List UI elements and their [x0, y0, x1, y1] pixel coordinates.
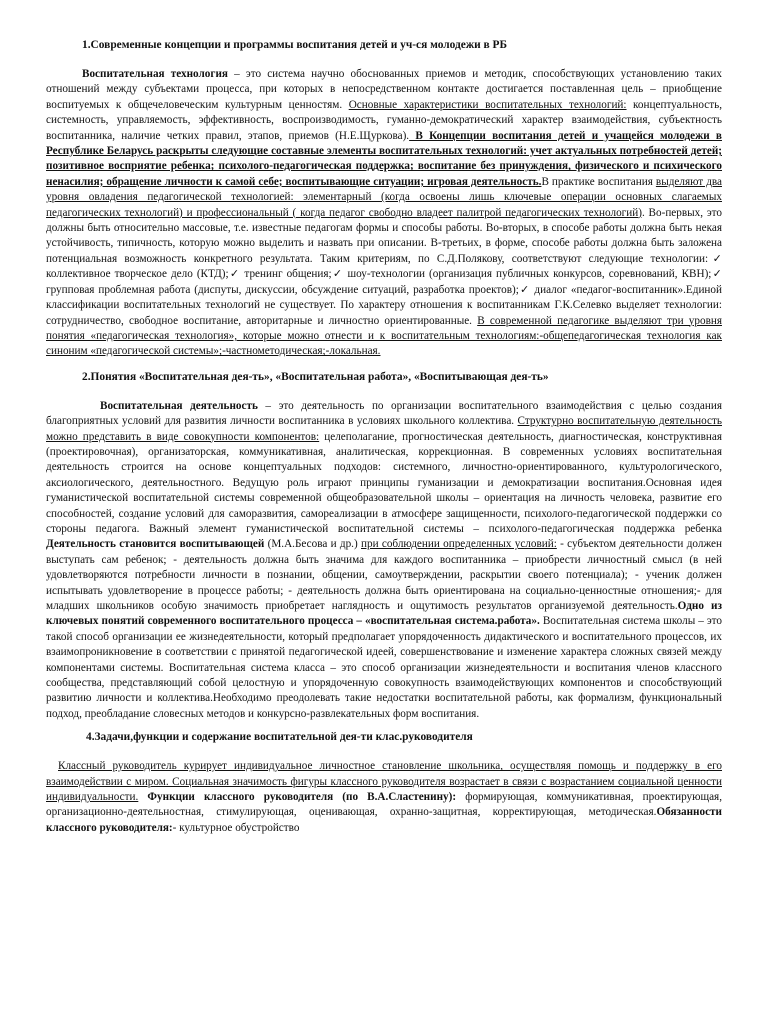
text-run: Воспитательная деятельность — [100, 399, 258, 412]
text-run: формирующая, коммуникативная, проектирующая, организационно-деятельностная, стимулирующая, оценивающая, охранно-защитная, корректирующая, методическая. — [46, 791, 723, 819]
text-run: Основные характеристики воспитательных технологий: — [348, 98, 627, 111]
text-run: . Во-первых, это должны быть относительно массовые, т.е. известные педагогам формы и способы работы. Во-вторых, в способе работы должна быть некая устойчивость, типичность, которую можно выделить и назвать при описании. В-третьих, в форме, способе работы должна быть заложена потенциальная возможность конкретного результата. Таким критериям, по С.Д.Полякову, соответствуют следующие технологии:✓ коллективное творческое дело (КТД);✓ тренинг общения;✓ шоу-технологии (организация публичных конкурсов, соревнований, КВН);✓ групповая проблемная работа (диспуты, дискуссии, обсуждение ситуаций, разработка проектов);✓ диалог «педагог-воспитанник».Единой классификации воспитательных технологий не существует. По характеру отношения к воспитанникам Г.К.Селевко выделяет технологии: сотрудничество, свободное воспитание, авторитарные и личностно ориентированные. — [46, 206, 722, 327]
text-run: - субъектом деятельности должен выступать сам ребенок; - деятельность должна быть значима для каждого воспитанника – приобрести личностный смысл (в ней удовлетворяются потребности личности в познании, общении, самоутверждении, раскрытии своего потенциала); - ученик должен испытывать удовлетворение в процессе работы; - деятельность должна быть ориентирована на социально-ценностные отношения;- для младших школьников особую значимость приобретает наглядность и ощутимость результатов организуемой деятельность. — [46, 538, 722, 612]
text-run: – это деятельность по организации воспитательного взаимодействия с целью создания благоприятных условий для развития личности воспитанника в условиях школьного коллектива. — [46, 399, 722, 428]
text-run: Функции классного руководителя (по В.А.Сластенину): — [138, 791, 457, 804]
text-run: Структурно воспитательную деятельность можно представить в виде совокупности компонентов: — [46, 415, 722, 443]
section-paragraph — [46, 759, 722, 836]
text-run: Одно из ключевых понятий современного воспитательного процесса – «воспитательная система.работа». — [46, 600, 722, 628]
section-paragraph — [46, 67, 722, 360]
text-run: Воспитательная система школы – это такой способ организации ее жизнедеятельности, который предполагает упорядоченность дидактического и воспитательного процессов, их взаимопроникновение в соответствии с принятой педагогической идеей, совершенствование и изменение характера сложных связей между компонентами системы. Воспитательная система класса – это способ организации жизнедеятельности и воспитания членов классного сообщества, представляющий собой целостную и упорядоченную совокупность взаимодействующих компонентов и способствующий развитию личности и коллектива.Необходимо преодолевать такие недостатки воспитательной работы, как формализм, функциональный подход, преобладание словесных методов и конкурсно-развлекательных форм воспитания. — [46, 615, 722, 720]
text-run: В практике воспитания — [541, 175, 656, 188]
text-run: В Концепции воспитания детей и учащейся молодежи в Республике Беларусь раскрыты следующие составные элементы воспитательных технологий: учет актуальных потребностей детей; позитивное восприятие ребенка; психолого-педагогическая поддержка; воспитание без принуждения, физического и психического ненасилия; обращение личности к самой себе; воспитывающие ситуации; игровая деятельность. — [46, 129, 722, 188]
text-run: (М.А.Бесова и др.) — [264, 538, 361, 551]
text-run: при соблюдении определенных условий: — [361, 538, 557, 551]
text-run: выделяют два уровня овладения педагогической технологией: элементарный (когда освоены лишь ключевые операции основных слагаемых педагогических технологий) и профессиональный ( когда педагог свободно владеет палитрой педагогических технологий) — [46, 175, 722, 219]
text-run: Деятельность становится воспитывающей — [46, 538, 265, 551]
section-paragraph — [46, 399, 722, 723]
section-heading: 1.Современные концепции и программы воспитания детей и уч-ся молодежи в РБ — [82, 39, 507, 51]
text-run: концептуальность, системность, управляемость, эффективность, воспроизводимость, гуманно-демократический характер взаимодействия, субъектность воспитанника, наличие четких правил, этапов, приемов (Н.Е.Щуркова). — [46, 98, 722, 142]
text-run: Воспитательная технология — [82, 68, 228, 80]
text-run: – это система научно обоснованных приемов и методик, способствующих установлению таких отношений между субъектами процесса, при которых в непосредственном контакте достигается поставленная цель – приобщение воспитуемых к общечеловеческим культурным ценностям. — [46, 68, 722, 111]
section-heading: 4.Задачи,функции и содержание воспитательной дея-ти клас.руководителя — [86, 731, 473, 744]
text-run: В современной педагогике выделяют три уровня понятия «педагогическая технология», которые можно отнести и к воспитательным технологиям:-общепедагогическая технология как синоним «педагогической системы»;-частнометодическая;-локальная. — [46, 314, 722, 358]
text-run: Классный руководитель курирует индивидуальное личностное становление школьника, осуществляя помощь и поддержку в его взаимодействии с миром. Социальная значимость фигуры классного руководителя возрастает в связи с возрастанием социальной ценности индивидуальности. — [46, 760, 722, 804]
section-heading: 2.Понятия «Воспитательная дея-ть», «Воспитательная работа», «Воспитывающая дея-ть» — [82, 370, 549, 383]
text-run: Обязанности классного руководителя: — [46, 806, 722, 834]
text-run: - культурное обустройство — [172, 821, 300, 834]
text-run: целеполагание, прогностическая деятельность, диагностическая, конструктивная (проектировочная), организаторская, коммуникативная, аналитическая, коррекционная. В современных условиях воспитательная деятельность строится на основе концептуальных подходов: системного, личностно-ориентированного, культурологического, аксиологического, деятельностного. Ведущую роль играют принципы гуманизации и демократизации воспитания.Основная идея гуманистической воспитательной системы современной общеобразовательной школы – ориентация на личность человека, развитие его способностей, создание условий для саморазвития, самореализации в атмосфере защищенности, психолого-педагогической поддержки со стороны педагога. Важный элемент гуманистической воспитательной системы – психолого-педагогическая поддержка ребенка — [46, 430, 722, 535]
